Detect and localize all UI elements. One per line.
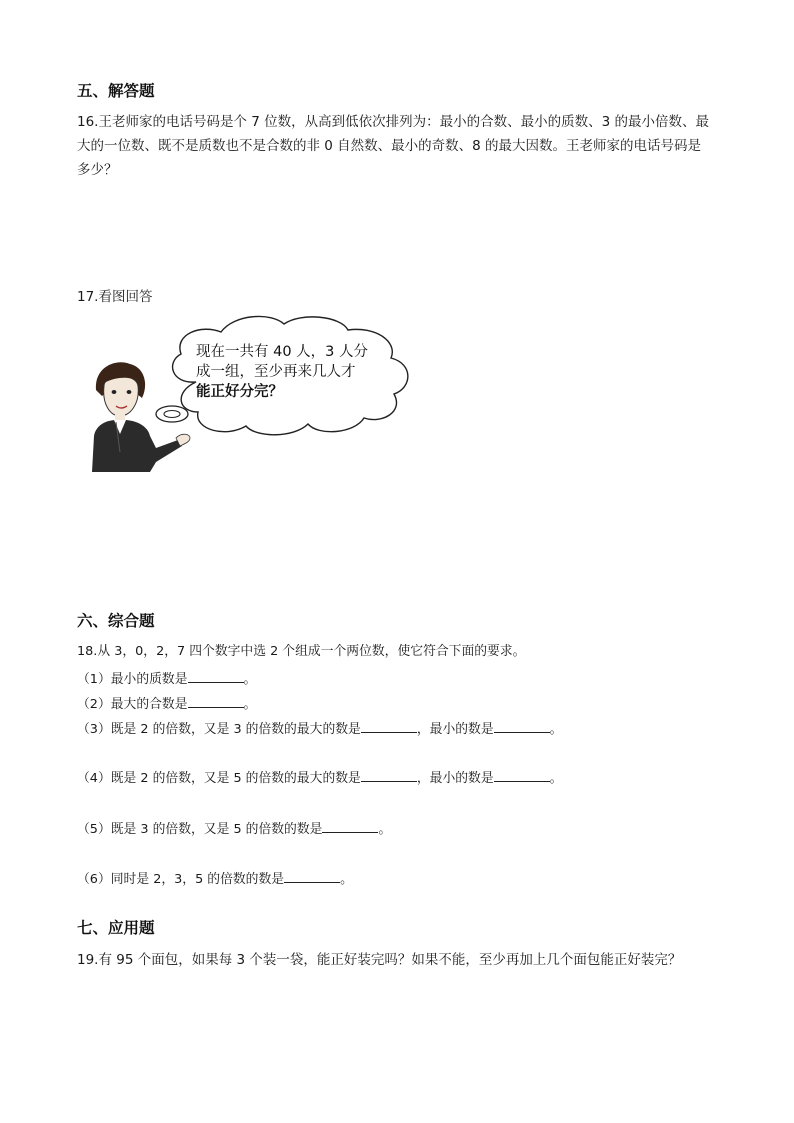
answer-blank-4b[interactable] (494, 767, 550, 782)
part-1-text: （1）最小的质数是 (77, 672, 188, 687)
part-3-text-a: （3）既是 2 的倍数，又是 3 的倍数的最大的数是 (77, 722, 361, 737)
question-18-intro: 18.从 3，0，2，7 四个数字中选 2 个组成一个两位数，使它符合下面的要求。 (77, 644, 526, 659)
part-2-text: （2）最大的合数是 (77, 697, 188, 712)
answer-blank-3b[interactable] (494, 718, 550, 733)
question-19-line-1: 19.有 95 个面包，如果每 3 个装一袋，能正好装完吗？如果不能，至少再加上几个面包能正好装完？ (77, 952, 682, 968)
answer-blank-2[interactable] (188, 693, 244, 708)
part-6-text: （6）同时是 2，3，5 的倍数的数是 (77, 872, 285, 887)
question-18-part-2 (77, 693, 256, 714)
bubble-text-line-1: 现在一共有 40 人，3 人分 (196, 344, 369, 360)
bubble-text-line-2: 成一组，至少再来几人才 (196, 364, 356, 380)
question-18-part-5 (77, 818, 391, 839)
answer-blank-4a[interactable] (361, 767, 417, 782)
end-mark: 。 (340, 872, 353, 887)
end-mark: 。 (549, 722, 563, 737)
answer-blank-3a[interactable] (361, 718, 417, 733)
end-mark: 。 (243, 672, 257, 687)
answer-blank-1[interactable] (188, 668, 244, 683)
question-18-part-3 (77, 718, 562, 739)
question-18-part-1 (77, 668, 256, 689)
question-18-part-6 (77, 868, 353, 889)
question-16-line-1: 16.王老师家的电话号码是个 7 位数，从高到低依次排列为：最小的合数、最小的质数、3 的最小倍数、最 (77, 114, 710, 130)
end-mark: 。 (378, 822, 392, 837)
question-18-part-4 (77, 767, 562, 788)
part-4-text-a: （4）既是 2 的倍数，又是 5 的倍数的最大的数是 (77, 771, 361, 786)
section-7-heading: 七、应用题 (77, 919, 155, 937)
part-5-text: （5）既是 3 的倍数，又是 5 的倍数的数是 (77, 822, 323, 837)
part-4-text-b: ，最小的数是 (416, 771, 494, 786)
answer-blank-5[interactable] (322, 818, 378, 833)
question-17-label: 17.看图回答 (77, 289, 153, 305)
question-16-line-2: 大的一位数、既不是质数也不是合数的非 0 自然数、最小的奇数、8 的最大因数。王老师家的电话号码是 (77, 138, 702, 154)
part-3-text-b: ，最小的数是 (416, 722, 494, 737)
bubble-text-line-3: 能正好分完？ (196, 384, 283, 400)
section-5-heading: 五、解答题 (77, 82, 155, 100)
answer-blank-6[interactable] (284, 868, 340, 883)
end-mark: 。 (243, 697, 257, 712)
question-16-line-3: 多少？ (77, 162, 118, 178)
end-mark: 。 (549, 771, 563, 786)
section-6-heading: 六、综合题 (77, 612, 155, 630)
